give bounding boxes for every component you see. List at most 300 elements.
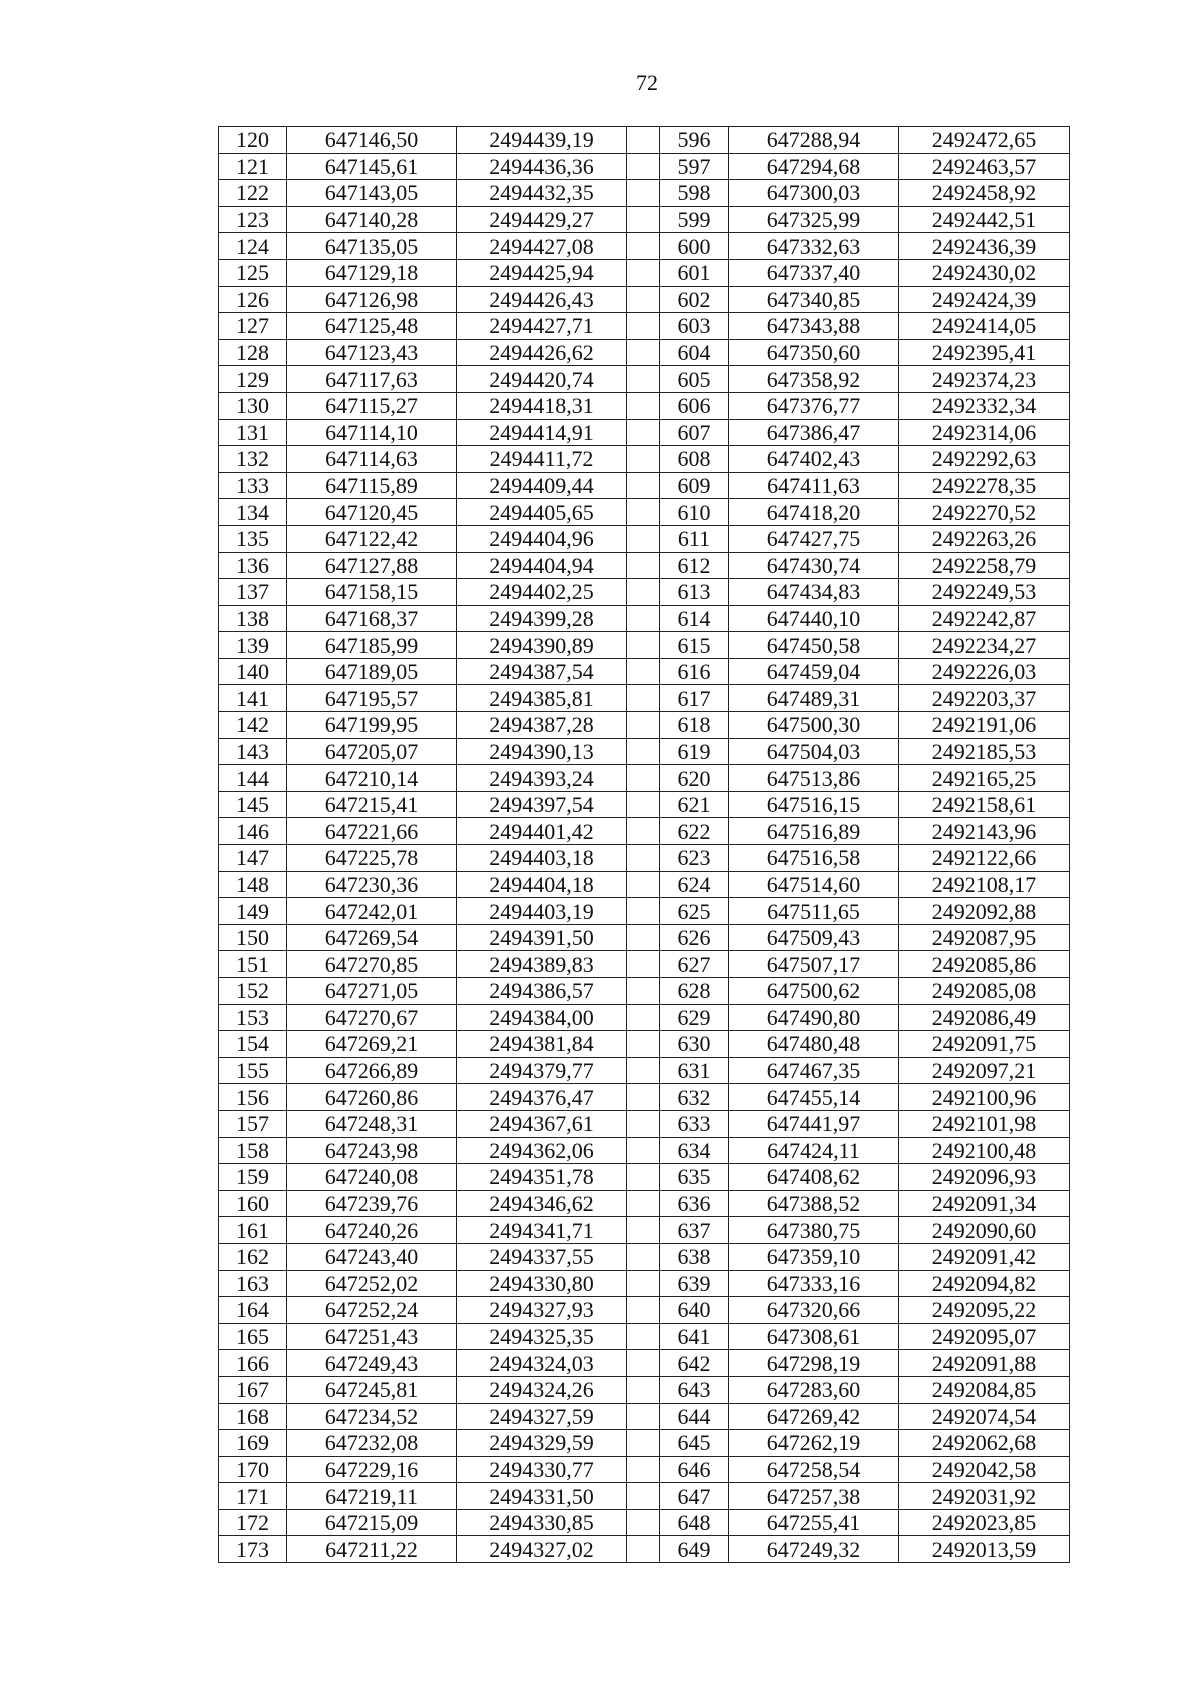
right-point-number: 639: [660, 1270, 729, 1297]
right-y-coordinate: 2492091,42: [899, 1243, 1070, 1270]
left-point-number: 134: [219, 499, 287, 526]
column-gap: [627, 366, 660, 393]
left-x-coordinate: 647245,81: [287, 1376, 457, 1403]
right-point-number: 623: [660, 845, 729, 872]
left-point-number: 162: [219, 1243, 287, 1270]
table-row: [219, 738, 1070, 765]
right-y-coordinate: 2492395,41: [899, 339, 1070, 366]
left-point-number: 167: [219, 1376, 287, 1403]
table-row: [219, 1004, 1070, 1031]
left-point-number: 132: [219, 446, 287, 473]
right-y-coordinate: 2492249,53: [899, 579, 1070, 606]
left-point-number: 135: [219, 525, 287, 552]
left-x-coordinate: 647252,24: [287, 1297, 457, 1324]
left-x-coordinate: 647205,07: [287, 738, 457, 765]
left-y-coordinate: 2494404,94: [457, 552, 627, 579]
left-y-coordinate: 2494330,77: [457, 1456, 627, 1483]
right-y-coordinate: 2492091,88: [899, 1350, 1070, 1377]
left-x-coordinate: 647127,88: [287, 552, 457, 579]
left-point-number: 146: [219, 818, 287, 845]
right-y-coordinate: 2492042,58: [899, 1456, 1070, 1483]
table-row: [219, 286, 1070, 313]
column-gap: [627, 1430, 660, 1457]
right-x-coordinate: 647408,62: [729, 1164, 899, 1191]
table-row: [219, 765, 1070, 792]
right-y-coordinate: 2492430,02: [899, 259, 1070, 286]
right-point-number: 649: [660, 1536, 729, 1563]
column-gap: [627, 286, 660, 313]
right-point-number: 608: [660, 446, 729, 473]
right-x-coordinate: 647262,19: [729, 1430, 899, 1457]
table-row: [219, 632, 1070, 659]
right-point-number: 606: [660, 392, 729, 419]
left-y-coordinate: 2494386,57: [457, 978, 627, 1005]
right-x-coordinate: 647358,92: [729, 366, 899, 393]
column-gap: [627, 845, 660, 872]
left-x-coordinate: 647114,10: [287, 419, 457, 446]
right-x-coordinate: 647320,66: [729, 1297, 899, 1324]
left-y-coordinate: 2494329,59: [457, 1430, 627, 1457]
left-point-number: 145: [219, 791, 287, 818]
right-point-number: 612: [660, 552, 729, 579]
right-y-coordinate: 2492101,98: [899, 1110, 1070, 1137]
left-point-number: 124: [219, 233, 287, 260]
left-x-coordinate: 647168,37: [287, 605, 457, 632]
table-row: [219, 658, 1070, 685]
table-row: [219, 259, 1070, 286]
right-point-number: 629: [660, 1004, 729, 1031]
right-point-number: 624: [660, 871, 729, 898]
right-x-coordinate: 647350,60: [729, 339, 899, 366]
right-x-coordinate: 647434,83: [729, 579, 899, 606]
right-x-coordinate: 647450,58: [729, 632, 899, 659]
left-y-coordinate: 2494427,71: [457, 313, 627, 340]
right-x-coordinate: 647288,94: [729, 127, 899, 154]
left-point-number: 151: [219, 951, 287, 978]
right-x-coordinate: 647500,62: [729, 978, 899, 1005]
column-gap: [627, 525, 660, 552]
right-point-number: 607: [660, 419, 729, 446]
left-x-coordinate: 647266,89: [287, 1057, 457, 1084]
left-point-number: 169: [219, 1430, 287, 1457]
right-x-coordinate: 647283,60: [729, 1376, 899, 1403]
right-y-coordinate: 2492414,05: [899, 313, 1070, 340]
left-point-number: 171: [219, 1483, 287, 1510]
column-gap: [627, 419, 660, 446]
right-point-number: 601: [660, 259, 729, 286]
left-point-number: 165: [219, 1323, 287, 1350]
column-gap: [627, 765, 660, 792]
table-row: [219, 1483, 1070, 1510]
table-row: [219, 206, 1070, 233]
left-y-coordinate: 2494409,44: [457, 472, 627, 499]
left-point-number: 125: [219, 259, 287, 286]
left-point-number: 120: [219, 127, 287, 154]
right-point-number: 645: [660, 1430, 729, 1457]
coordinates-table: [218, 126, 1070, 1563]
right-y-coordinate: 2492292,63: [899, 446, 1070, 473]
right-x-coordinate: 647427,75: [729, 525, 899, 552]
left-y-coordinate: 2494411,72: [457, 446, 627, 473]
column-gap: [627, 1031, 660, 1058]
table-row: [219, 313, 1070, 340]
left-point-number: 141: [219, 685, 287, 712]
left-x-coordinate: 647123,43: [287, 339, 457, 366]
left-point-number: 159: [219, 1164, 287, 1191]
right-x-coordinate: 647325,99: [729, 206, 899, 233]
left-y-coordinate: 2494426,43: [457, 286, 627, 313]
right-x-coordinate: 647332,63: [729, 233, 899, 260]
right-y-coordinate: 2492100,96: [899, 1084, 1070, 1111]
left-x-coordinate: 647158,15: [287, 579, 457, 606]
left-y-coordinate: 2494420,74: [457, 366, 627, 393]
right-x-coordinate: 647402,43: [729, 446, 899, 473]
right-y-coordinate: 2492087,95: [899, 924, 1070, 951]
column-gap: [627, 339, 660, 366]
left-x-coordinate: 647146,50: [287, 127, 457, 154]
column-gap: [627, 738, 660, 765]
left-point-number: 139: [219, 632, 287, 659]
table-row: [219, 978, 1070, 1005]
left-point-number: 164: [219, 1297, 287, 1324]
left-x-coordinate: 647230,36: [287, 871, 457, 898]
left-point-number: 131: [219, 419, 287, 446]
left-x-coordinate: 647269,21: [287, 1031, 457, 1058]
left-x-coordinate: 647145,61: [287, 153, 457, 180]
left-point-number: 148: [219, 871, 287, 898]
column-gap: [627, 951, 660, 978]
right-point-number: 644: [660, 1403, 729, 1430]
left-y-coordinate: 2494432,35: [457, 180, 627, 207]
column-gap: [627, 632, 660, 659]
table-row: [219, 552, 1070, 579]
table-row: [219, 1031, 1070, 1058]
left-y-coordinate: 2494387,54: [457, 658, 627, 685]
right-y-coordinate: 2492263,26: [899, 525, 1070, 552]
left-point-number: 133: [219, 472, 287, 499]
table-row: [219, 339, 1070, 366]
table-row: [219, 499, 1070, 526]
left-x-coordinate: 647221,66: [287, 818, 457, 845]
right-point-number: 597: [660, 153, 729, 180]
right-point-number: 622: [660, 818, 729, 845]
column-gap: [627, 392, 660, 419]
left-x-coordinate: 647126,98: [287, 286, 457, 313]
left-x-coordinate: 647219,11: [287, 1483, 457, 1510]
page-number: 72: [636, 70, 658, 95]
left-y-coordinate: 2494389,83: [457, 951, 627, 978]
left-y-coordinate: 2494439,19: [457, 127, 627, 154]
right-x-coordinate: 647516,89: [729, 818, 899, 845]
right-x-coordinate: 647489,31: [729, 685, 899, 712]
right-point-number: 637: [660, 1217, 729, 1244]
column-gap: [627, 259, 660, 286]
right-x-coordinate: 647343,88: [729, 313, 899, 340]
left-point-number: 168: [219, 1403, 287, 1430]
right-point-number: 596: [660, 127, 729, 154]
right-x-coordinate: 647514,60: [729, 871, 899, 898]
table-row: [219, 951, 1070, 978]
column-gap: [627, 1297, 660, 1324]
left-x-coordinate: 647143,05: [287, 180, 457, 207]
right-y-coordinate: 2492270,52: [899, 499, 1070, 526]
column-gap: [627, 685, 660, 712]
right-x-coordinate: 647509,43: [729, 924, 899, 951]
right-point-number: 609: [660, 472, 729, 499]
right-y-coordinate: 2492463,57: [899, 153, 1070, 180]
table-row: [219, 1190, 1070, 1217]
table-row: [219, 924, 1070, 951]
right-y-coordinate: 2492095,07: [899, 1323, 1070, 1350]
left-point-number: 161: [219, 1217, 287, 1244]
left-y-coordinate: 2494331,50: [457, 1483, 627, 1510]
right-y-coordinate: 2492091,75: [899, 1031, 1070, 1058]
left-y-coordinate: 2494397,54: [457, 791, 627, 818]
right-y-coordinate: 2492226,03: [899, 658, 1070, 685]
right-y-coordinate: 2492472,65: [899, 127, 1070, 154]
right-x-coordinate: 647441,97: [729, 1110, 899, 1137]
left-x-coordinate: 647240,08: [287, 1164, 457, 1191]
table-row: [219, 419, 1070, 446]
table-row: [219, 1243, 1070, 1270]
right-x-coordinate: 647480,48: [729, 1031, 899, 1058]
table-row: [219, 1350, 1070, 1377]
column-gap: [627, 1190, 660, 1217]
right-x-coordinate: 647340,85: [729, 286, 899, 313]
right-x-coordinate: 647459,04: [729, 658, 899, 685]
left-x-coordinate: 647232,08: [287, 1430, 457, 1457]
right-y-coordinate: 2492203,37: [899, 685, 1070, 712]
left-point-number: 121: [219, 153, 287, 180]
column-gap: [627, 1137, 660, 1164]
table-row: [219, 127, 1070, 154]
table-row: [219, 1509, 1070, 1536]
right-point-number: 616: [660, 658, 729, 685]
left-x-coordinate: 647115,89: [287, 472, 457, 499]
right-x-coordinate: 647249,32: [729, 1536, 899, 1563]
left-y-coordinate: 2494393,24: [457, 765, 627, 792]
right-point-number: 627: [660, 951, 729, 978]
right-x-coordinate: 647298,19: [729, 1350, 899, 1377]
column-gap: [627, 658, 660, 685]
left-point-number: 154: [219, 1031, 287, 1058]
column-gap: [627, 1350, 660, 1377]
left-x-coordinate: 647199,95: [287, 712, 457, 739]
right-x-coordinate: 647516,58: [729, 845, 899, 872]
column-gap: [627, 1217, 660, 1244]
left-x-coordinate: 647270,85: [287, 951, 457, 978]
right-y-coordinate: 2492095,22: [899, 1297, 1070, 1324]
left-y-coordinate: 2494418,31: [457, 392, 627, 419]
right-y-coordinate: 2492090,60: [899, 1217, 1070, 1244]
left-x-coordinate: 647120,45: [287, 499, 457, 526]
left-y-coordinate: 2494324,03: [457, 1350, 627, 1377]
right-y-coordinate: 2492074,54: [899, 1403, 1070, 1430]
left-y-coordinate: 2494341,71: [457, 1217, 627, 1244]
right-point-number: 604: [660, 339, 729, 366]
left-y-coordinate: 2494324,26: [457, 1376, 627, 1403]
right-x-coordinate: 647411,63: [729, 472, 899, 499]
left-y-coordinate: 2494330,80: [457, 1270, 627, 1297]
left-x-coordinate: 647269,54: [287, 924, 457, 951]
left-y-coordinate: 2494387,28: [457, 712, 627, 739]
right-x-coordinate: 647507,17: [729, 951, 899, 978]
left-point-number: 160: [219, 1190, 287, 1217]
left-point-number: 163: [219, 1270, 287, 1297]
left-point-number: 143: [219, 738, 287, 765]
column-gap: [627, 180, 660, 207]
right-point-number: 640: [660, 1297, 729, 1324]
left-x-coordinate: 647117,63: [287, 366, 457, 393]
right-point-number: 625: [660, 898, 729, 925]
right-y-coordinate: 2492314,06: [899, 419, 1070, 446]
left-point-number: 142: [219, 712, 287, 739]
left-y-coordinate: 2494405,65: [457, 499, 627, 526]
column-gap: [627, 1376, 660, 1403]
column-gap: [627, 712, 660, 739]
right-y-coordinate: 2492424,39: [899, 286, 1070, 313]
column-gap: [627, 605, 660, 632]
left-x-coordinate: 647270,67: [287, 1004, 457, 1031]
column-gap: [627, 1270, 660, 1297]
right-y-coordinate: 2492085,08: [899, 978, 1070, 1005]
right-point-number: 631: [660, 1057, 729, 1084]
right-y-coordinate: 2492013,59: [899, 1536, 1070, 1563]
right-x-coordinate: 647300,03: [729, 180, 899, 207]
left-y-coordinate: 2494351,78: [457, 1164, 627, 1191]
left-y-coordinate: 2494327,93: [457, 1297, 627, 1324]
column-gap: [627, 1323, 660, 1350]
left-point-number: 122: [219, 180, 287, 207]
table-row: [219, 1164, 1070, 1191]
table-row: [219, 233, 1070, 260]
right-x-coordinate: 647440,10: [729, 605, 899, 632]
right-y-coordinate: 2492242,87: [899, 605, 1070, 632]
left-point-number: 156: [219, 1084, 287, 1111]
right-x-coordinate: 647380,75: [729, 1217, 899, 1244]
table-row: [219, 1323, 1070, 1350]
column-gap: [627, 1243, 660, 1270]
left-point-number: 144: [219, 765, 287, 792]
left-point-number: 172: [219, 1509, 287, 1536]
left-x-coordinate: 647135,05: [287, 233, 457, 260]
left-x-coordinate: 647271,05: [287, 978, 457, 1005]
right-x-coordinate: 647418,20: [729, 499, 899, 526]
table-row: [219, 392, 1070, 419]
column-gap: [627, 472, 660, 499]
table-row: [219, 685, 1070, 712]
right-x-coordinate: 647257,38: [729, 1483, 899, 1510]
left-y-coordinate: 2494362,06: [457, 1137, 627, 1164]
coordinates-table-body: [219, 127, 1070, 1563]
left-y-coordinate: 2494403,19: [457, 898, 627, 925]
left-y-coordinate: 2494391,50: [457, 924, 627, 951]
column-gap: [627, 871, 660, 898]
left-y-coordinate: 2494414,91: [457, 419, 627, 446]
right-point-number: 617: [660, 685, 729, 712]
right-x-coordinate: 647513,86: [729, 765, 899, 792]
table-row: [219, 1217, 1070, 1244]
table-row: [219, 1137, 1070, 1164]
right-y-coordinate: 2492234,27: [899, 632, 1070, 659]
left-point-number: 152: [219, 978, 287, 1005]
right-y-coordinate: 2492436,39: [899, 233, 1070, 260]
right-point-number: 630: [660, 1031, 729, 1058]
left-y-coordinate: 2494384,00: [457, 1004, 627, 1031]
right-y-coordinate: 2492092,88: [899, 898, 1070, 925]
right-point-number: 641: [660, 1323, 729, 1350]
left-point-number: 136: [219, 552, 287, 579]
left-x-coordinate: 647248,31: [287, 1110, 457, 1137]
left-x-coordinate: 647243,40: [287, 1243, 457, 1270]
right-x-coordinate: 647269,42: [729, 1403, 899, 1430]
column-gap: [627, 1084, 660, 1111]
left-y-coordinate: 2494337,55: [457, 1243, 627, 1270]
left-point-number: 137: [219, 579, 287, 606]
table-row: [219, 1376, 1070, 1403]
right-y-coordinate: 2492094,82: [899, 1270, 1070, 1297]
right-y-coordinate: 2492100,48: [899, 1137, 1070, 1164]
left-point-number: 173: [219, 1536, 287, 1563]
right-y-coordinate: 2492374,23: [899, 366, 1070, 393]
left-x-coordinate: 647185,99: [287, 632, 457, 659]
right-point-number: 643: [660, 1376, 729, 1403]
table-row: [219, 818, 1070, 845]
right-x-coordinate: 647359,10: [729, 1243, 899, 1270]
right-point-number: 633: [660, 1110, 729, 1137]
right-point-number: 615: [660, 632, 729, 659]
right-point-number: 618: [660, 712, 729, 739]
right-y-coordinate: 2492278,35: [899, 472, 1070, 499]
left-point-number: 170: [219, 1456, 287, 1483]
left-y-coordinate: 2494399,28: [457, 605, 627, 632]
left-point-number: 140: [219, 658, 287, 685]
right-y-coordinate: 2492108,17: [899, 871, 1070, 898]
left-y-coordinate: 2494385,81: [457, 685, 627, 712]
left-x-coordinate: 647189,05: [287, 658, 457, 685]
table-row: [219, 1297, 1070, 1324]
table-row: [219, 845, 1070, 872]
left-y-coordinate: 2494379,77: [457, 1057, 627, 1084]
table-row: [219, 1084, 1070, 1111]
table-row: [219, 525, 1070, 552]
right-point-number: 642: [660, 1350, 729, 1377]
right-x-coordinate: 647467,35: [729, 1057, 899, 1084]
left-point-number: 157: [219, 1110, 287, 1137]
right-point-number: 599: [660, 206, 729, 233]
column-gap: [627, 499, 660, 526]
column-gap: [627, 898, 660, 925]
left-y-coordinate: 2494390,13: [457, 738, 627, 765]
column-gap: [627, 127, 660, 154]
right-x-coordinate: 647424,11: [729, 1137, 899, 1164]
right-point-number: 620: [660, 765, 729, 792]
left-x-coordinate: 647195,57: [287, 685, 457, 712]
left-x-coordinate: 647240,26: [287, 1217, 457, 1244]
left-x-coordinate: 647225,78: [287, 845, 457, 872]
right-point-number: 605: [660, 366, 729, 393]
right-y-coordinate: 2492185,53: [899, 738, 1070, 765]
right-y-coordinate: 2492091,34: [899, 1190, 1070, 1217]
left-x-coordinate: 647243,98: [287, 1137, 457, 1164]
left-point-number: 126: [219, 286, 287, 313]
right-y-coordinate: 2492165,25: [899, 765, 1070, 792]
left-y-coordinate: 2494325,35: [457, 1323, 627, 1350]
right-point-number: 603: [660, 313, 729, 340]
left-y-coordinate: 2494403,18: [457, 845, 627, 872]
left-x-coordinate: 647114,63: [287, 446, 457, 473]
left-x-coordinate: 647210,14: [287, 765, 457, 792]
